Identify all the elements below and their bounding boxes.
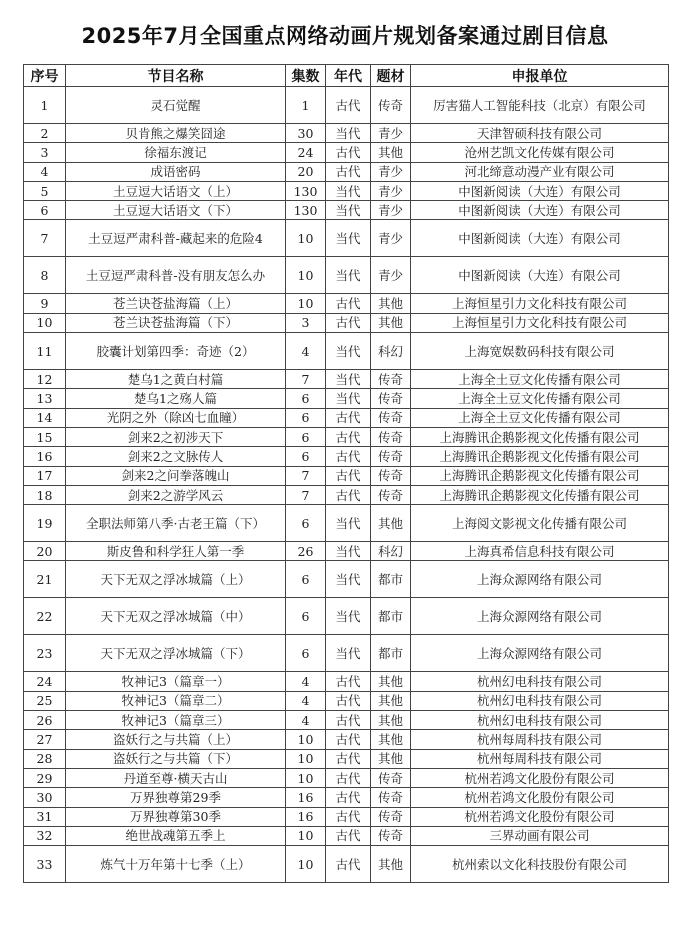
- cell-era: 古代: [326, 691, 371, 710]
- cell-company: 杭州幻电科技有限公司: [411, 691, 669, 710]
- cell-name: 天下无双之浮冰城篇（中）: [66, 598, 286, 635]
- cell-company: 上海腾讯企鹅影视文化传播有限公司: [411, 485, 669, 504]
- cell-genre: 科幻: [371, 542, 411, 561]
- cell-episodes: 6: [286, 561, 326, 598]
- cell-episodes: 3: [286, 313, 326, 332]
- cell-name: 剑来2之初涉天下: [66, 427, 286, 446]
- cell-episodes: 16: [286, 788, 326, 807]
- table-row: [24, 220, 669, 257]
- cell-index: 14: [24, 408, 66, 427]
- cell-name: 徐福东渡记: [66, 143, 286, 162]
- cell-era: 古代: [326, 427, 371, 446]
- cell-era: 古代: [326, 807, 371, 826]
- cell-era: 古代: [326, 313, 371, 332]
- table-row: [24, 635, 669, 672]
- cell-name: 楚乌1之黄白村篇: [66, 370, 286, 389]
- cell-episodes: 20: [286, 162, 326, 181]
- cell-name: 成语密码: [66, 162, 286, 181]
- table-row: [24, 672, 669, 691]
- cell-genre: 传奇: [371, 768, 411, 787]
- table-row: [24, 408, 669, 427]
- cell-name: 土豆逗大话语文（上）: [66, 181, 286, 200]
- cell-genre: 都市: [371, 635, 411, 672]
- cell-era: 当代: [326, 181, 371, 200]
- cell-company: 中图新阅读（大连）有限公司: [411, 181, 669, 200]
- cell-episodes: 6: [286, 408, 326, 427]
- cell-episodes: 130: [286, 181, 326, 200]
- cell-name: 光阴之外（除凶七血瞳）: [66, 408, 286, 427]
- cell-genre: 传奇: [371, 466, 411, 485]
- cell-company: 杭州若鸿文化股份有限公司: [411, 807, 669, 826]
- cell-index: 16: [24, 447, 66, 466]
- cell-company: 三界动画有限公司: [411, 826, 669, 845]
- program-table: [23, 64, 669, 883]
- cell-name: 盗妖行之与共篇（上）: [66, 730, 286, 749]
- cell-index: 26: [24, 711, 66, 730]
- cell-era: 当代: [326, 257, 371, 294]
- cell-episodes: 6: [286, 598, 326, 635]
- cell-era: 当代: [326, 124, 371, 143]
- cell-era: 当代: [326, 505, 371, 542]
- cell-episodes: 1: [286, 87, 326, 124]
- cell-episodes: 24: [286, 143, 326, 162]
- cell-episodes: 16: [286, 807, 326, 826]
- cell-era: 古代: [326, 87, 371, 124]
- cell-index: 8: [24, 257, 66, 294]
- cell-genre: 青少: [371, 220, 411, 257]
- cell-episodes: 10: [286, 220, 326, 257]
- cell-company: 杭州若鸿文化股份有限公司: [411, 788, 669, 807]
- cell-company: 杭州索以文化科技股份有限公司: [411, 846, 669, 883]
- cell-genre: 传奇: [371, 807, 411, 826]
- cell-episodes: 6: [286, 505, 326, 542]
- table-row: [24, 201, 669, 220]
- cell-name: 苍兰诀苍盐海篇（下）: [66, 313, 286, 332]
- cell-name: 全职法师第八季·古老王篇（下）: [66, 505, 286, 542]
- cell-company: 上海腾讯企鹅影视文化传播有限公司: [411, 466, 669, 485]
- cell-episodes: 4: [286, 691, 326, 710]
- cell-name: 天下无双之浮冰城篇（上）: [66, 561, 286, 598]
- cell-index: 5: [24, 181, 66, 200]
- table-row: [24, 313, 669, 332]
- cell-genre: 其他: [371, 749, 411, 768]
- cell-era: 古代: [326, 768, 371, 787]
- table-row: [24, 807, 669, 826]
- cell-company: 上海宽娱数码科技有限公司: [411, 333, 669, 370]
- cell-genre: 其他: [371, 313, 411, 332]
- cell-episodes: 7: [286, 466, 326, 485]
- table-row: [24, 598, 669, 635]
- cell-genre: 其他: [371, 294, 411, 313]
- cell-era: 古代: [326, 447, 371, 466]
- cell-episodes: 6: [286, 427, 326, 446]
- cell-era: 当代: [326, 389, 371, 408]
- cell-era: 当代: [326, 561, 371, 598]
- cell-company: 中图新阅读（大连）有限公司: [411, 201, 669, 220]
- cell-era: 当代: [326, 542, 371, 561]
- cell-company: 上海阅文影视文化传播有限公司: [411, 505, 669, 542]
- cell-company: 上海恒星引力文化科技有限公司: [411, 313, 669, 332]
- cell-episodes: 7: [286, 370, 326, 389]
- cell-era: 当代: [326, 333, 371, 370]
- table-row: [24, 124, 669, 143]
- cell-genre: 传奇: [371, 370, 411, 389]
- cell-episodes: 6: [286, 389, 326, 408]
- cell-episodes: 10: [286, 826, 326, 845]
- cell-company: 杭州若鸿文化股份有限公司: [411, 768, 669, 787]
- cell-index: 4: [24, 162, 66, 181]
- table-body: [24, 87, 669, 883]
- cell-company: 河北缔意动漫产业有限公司: [411, 162, 669, 181]
- cell-name: 盗妖行之与共篇（下）: [66, 749, 286, 768]
- cell-company: 上海恒星引力文化科技有限公司: [411, 294, 669, 313]
- cell-genre: 其他: [371, 711, 411, 730]
- cell-era: 古代: [326, 672, 371, 691]
- cell-index: 9: [24, 294, 66, 313]
- table-row: [24, 370, 669, 389]
- cell-genre: 其他: [371, 691, 411, 710]
- cell-era: 古代: [326, 485, 371, 504]
- table-row: [24, 333, 669, 370]
- cell-era: 古代: [326, 408, 371, 427]
- cell-era: 古代: [326, 730, 371, 749]
- cell-index: 24: [24, 672, 66, 691]
- cell-name: 楚乌1之殇人篇: [66, 389, 286, 408]
- cell-genre: 传奇: [371, 788, 411, 807]
- cell-company: 天津智硕科技有限公司: [411, 124, 669, 143]
- cell-name: 斯皮鲁和科学狂人第一季: [66, 542, 286, 561]
- cell-name: 绝世战魂第五季上: [66, 826, 286, 845]
- table-row: [24, 826, 669, 845]
- table-row: [24, 257, 669, 294]
- cell-name: 胶囊计划第四季：奇迹（2）: [66, 333, 286, 370]
- table-row: [24, 87, 669, 124]
- table-row: [24, 181, 669, 200]
- cell-company: 上海全土豆文化传播有限公司: [411, 370, 669, 389]
- cell-company: 杭州幻电科技有限公司: [411, 672, 669, 691]
- cell-company: 沧州艺凯文化传媒有限公司: [411, 143, 669, 162]
- cell-episodes: 10: [286, 846, 326, 883]
- cell-episodes: 10: [286, 768, 326, 787]
- cell-index: 31: [24, 807, 66, 826]
- cell-index: 18: [24, 485, 66, 504]
- document-title: 2025年7月全国重点网络动画片规划备案通过剧目信息: [81, 24, 609, 48]
- cell-index: 20: [24, 542, 66, 561]
- cell-episodes: 7: [286, 485, 326, 504]
- cell-episodes: 10: [286, 749, 326, 768]
- cell-index: 11: [24, 333, 66, 370]
- cell-name: 万界独尊第29季: [66, 788, 286, 807]
- cell-era: 当代: [326, 635, 371, 672]
- cell-index: 10: [24, 313, 66, 332]
- cell-name: 炼气十万年第十七季（上）: [66, 846, 286, 883]
- cell-era: 古代: [326, 711, 371, 730]
- cell-genre: 传奇: [371, 447, 411, 466]
- table-header-row: [24, 65, 669, 87]
- cell-index: 29: [24, 768, 66, 787]
- cell-name: 剑来2之问拳落魄山: [66, 466, 286, 485]
- table-row: [24, 466, 669, 485]
- cell-name: 灵石觉醒: [66, 87, 286, 124]
- cell-name: 牧神记3（篇章二）: [66, 691, 286, 710]
- cell-episodes: 130: [286, 201, 326, 220]
- cell-genre: 其他: [371, 846, 411, 883]
- cell-era: 当代: [326, 201, 371, 220]
- cell-episodes: 4: [286, 333, 326, 370]
- cell-name: 天下无双之浮冰城篇（下）: [66, 635, 286, 672]
- header-genre: 题材: [371, 65, 411, 87]
- cell-era: 当代: [326, 370, 371, 389]
- cell-episodes: 4: [286, 711, 326, 730]
- cell-era: 古代: [326, 466, 371, 485]
- cell-name: 贝肯熊之爆笑囧途: [66, 124, 286, 143]
- cell-name: 丹道至尊·横天古山: [66, 768, 286, 787]
- cell-genre: 传奇: [371, 408, 411, 427]
- cell-index: 32: [24, 826, 66, 845]
- header-era: 年代: [326, 65, 371, 87]
- table-row: [24, 691, 669, 710]
- cell-index: 2: [24, 124, 66, 143]
- table-row: [24, 294, 669, 313]
- cell-genre: 传奇: [371, 87, 411, 124]
- header-company: 申报单位: [411, 65, 669, 87]
- cell-era: 古代: [326, 788, 371, 807]
- cell-company: 上海众源网络有限公司: [411, 561, 669, 598]
- cell-company: 杭州幻电科技有限公司: [411, 711, 669, 730]
- table-row: [24, 505, 669, 542]
- cell-index: 27: [24, 730, 66, 749]
- cell-company: 上海腾讯企鹅影视文化传播有限公司: [411, 447, 669, 466]
- table-row: [24, 427, 669, 446]
- cell-episodes: 10: [286, 294, 326, 313]
- cell-company: 上海众源网络有限公司: [411, 635, 669, 672]
- cell-era: 当代: [326, 598, 371, 635]
- cell-company: 上海全土豆文化传播有限公司: [411, 389, 669, 408]
- cell-company: 上海全土豆文化传播有限公司: [411, 408, 669, 427]
- cell-index: 13: [24, 389, 66, 408]
- header-name: 节目名称: [66, 65, 286, 87]
- cell-index: 6: [24, 201, 66, 220]
- table-row: [24, 749, 669, 768]
- cell-genre: 传奇: [371, 485, 411, 504]
- cell-genre: 科幻: [371, 333, 411, 370]
- cell-genre: 青少: [371, 162, 411, 181]
- cell-genre: 青少: [371, 181, 411, 200]
- cell-episodes: 6: [286, 635, 326, 672]
- cell-era: 古代: [326, 749, 371, 768]
- cell-index: 22: [24, 598, 66, 635]
- cell-genre: 青少: [371, 201, 411, 220]
- cell-index: 15: [24, 427, 66, 446]
- cell-company: 厉害猫人工智能科技（北京）有限公司: [411, 87, 669, 124]
- cell-name: 万界独尊第30季: [66, 807, 286, 826]
- cell-episodes: 10: [286, 730, 326, 749]
- table-row: [24, 162, 669, 181]
- cell-episodes: 30: [286, 124, 326, 143]
- cell-name: 土豆逗严肃科普-藏起来的危险4: [66, 220, 286, 257]
- cell-genre: 其他: [371, 143, 411, 162]
- cell-index: 3: [24, 143, 66, 162]
- table-row: [24, 389, 669, 408]
- cell-index: 33: [24, 846, 66, 883]
- cell-name: 土豆逗严肃科普-没有朋友怎么办: [66, 257, 286, 294]
- header-index: 序号: [24, 65, 66, 87]
- cell-company: 中图新阅读（大连）有限公司: [411, 220, 669, 257]
- cell-company: 上海众源网络有限公司: [411, 598, 669, 635]
- cell-genre: 其他: [371, 730, 411, 749]
- cell-era: 古代: [326, 294, 371, 313]
- cell-index: 1: [24, 87, 66, 124]
- cell-genre: 传奇: [371, 427, 411, 446]
- cell-genre: 传奇: [371, 826, 411, 845]
- cell-company: 上海腾讯企鹅影视文化传播有限公司: [411, 427, 669, 446]
- table-row: [24, 846, 669, 883]
- table-row: [24, 485, 669, 504]
- table-row: [24, 711, 669, 730]
- cell-company: 杭州每周科技有限公司: [411, 730, 669, 749]
- cell-company: 杭州每周科技有限公司: [411, 749, 669, 768]
- cell-name: 牧神记3（篇章一）: [66, 672, 286, 691]
- table-row: [24, 143, 669, 162]
- cell-name: 牧神记3（篇章三）: [66, 711, 286, 730]
- cell-name: 土豆逗大话语文（下）: [66, 201, 286, 220]
- table-row: [24, 447, 669, 466]
- table-row: [24, 788, 669, 807]
- cell-era: 古代: [326, 143, 371, 162]
- cell-era: 古代: [326, 846, 371, 883]
- cell-index: 30: [24, 788, 66, 807]
- cell-episodes: 26: [286, 542, 326, 561]
- cell-genre: 其他: [371, 672, 411, 691]
- cell-index: 17: [24, 466, 66, 485]
- cell-name: 剑来2之文脉传人: [66, 447, 286, 466]
- cell-genre: 都市: [371, 598, 411, 635]
- cell-index: 23: [24, 635, 66, 672]
- table-row: [24, 561, 669, 598]
- cell-index: 21: [24, 561, 66, 598]
- cell-era: 古代: [326, 826, 371, 845]
- cell-name: 剑来2之游学风云: [66, 485, 286, 504]
- cell-index: 12: [24, 370, 66, 389]
- table-row: [24, 542, 669, 561]
- cell-genre: 都市: [371, 561, 411, 598]
- cell-era: 当代: [326, 220, 371, 257]
- cell-index: 28: [24, 749, 66, 768]
- cell-index: 7: [24, 220, 66, 257]
- cell-episodes: 10: [286, 257, 326, 294]
- cell-episodes: 4: [286, 672, 326, 691]
- cell-company: 中图新阅读（大连）有限公司: [411, 257, 669, 294]
- cell-index: 25: [24, 691, 66, 710]
- table-row: [24, 730, 669, 749]
- cell-index: 19: [24, 505, 66, 542]
- cell-era: 古代: [326, 162, 371, 181]
- header-episodes: 集数: [286, 65, 326, 87]
- cell-genre: 青少: [371, 124, 411, 143]
- cell-genre: 青少: [371, 257, 411, 294]
- cell-genre: 传奇: [371, 389, 411, 408]
- table-row: [24, 768, 669, 787]
- cell-episodes: 6: [286, 447, 326, 466]
- cell-genre: 其他: [371, 505, 411, 542]
- cell-name: 苍兰诀苍盐海篇（上）: [66, 294, 286, 313]
- cell-company: 上海真希信息科技有限公司: [411, 542, 669, 561]
